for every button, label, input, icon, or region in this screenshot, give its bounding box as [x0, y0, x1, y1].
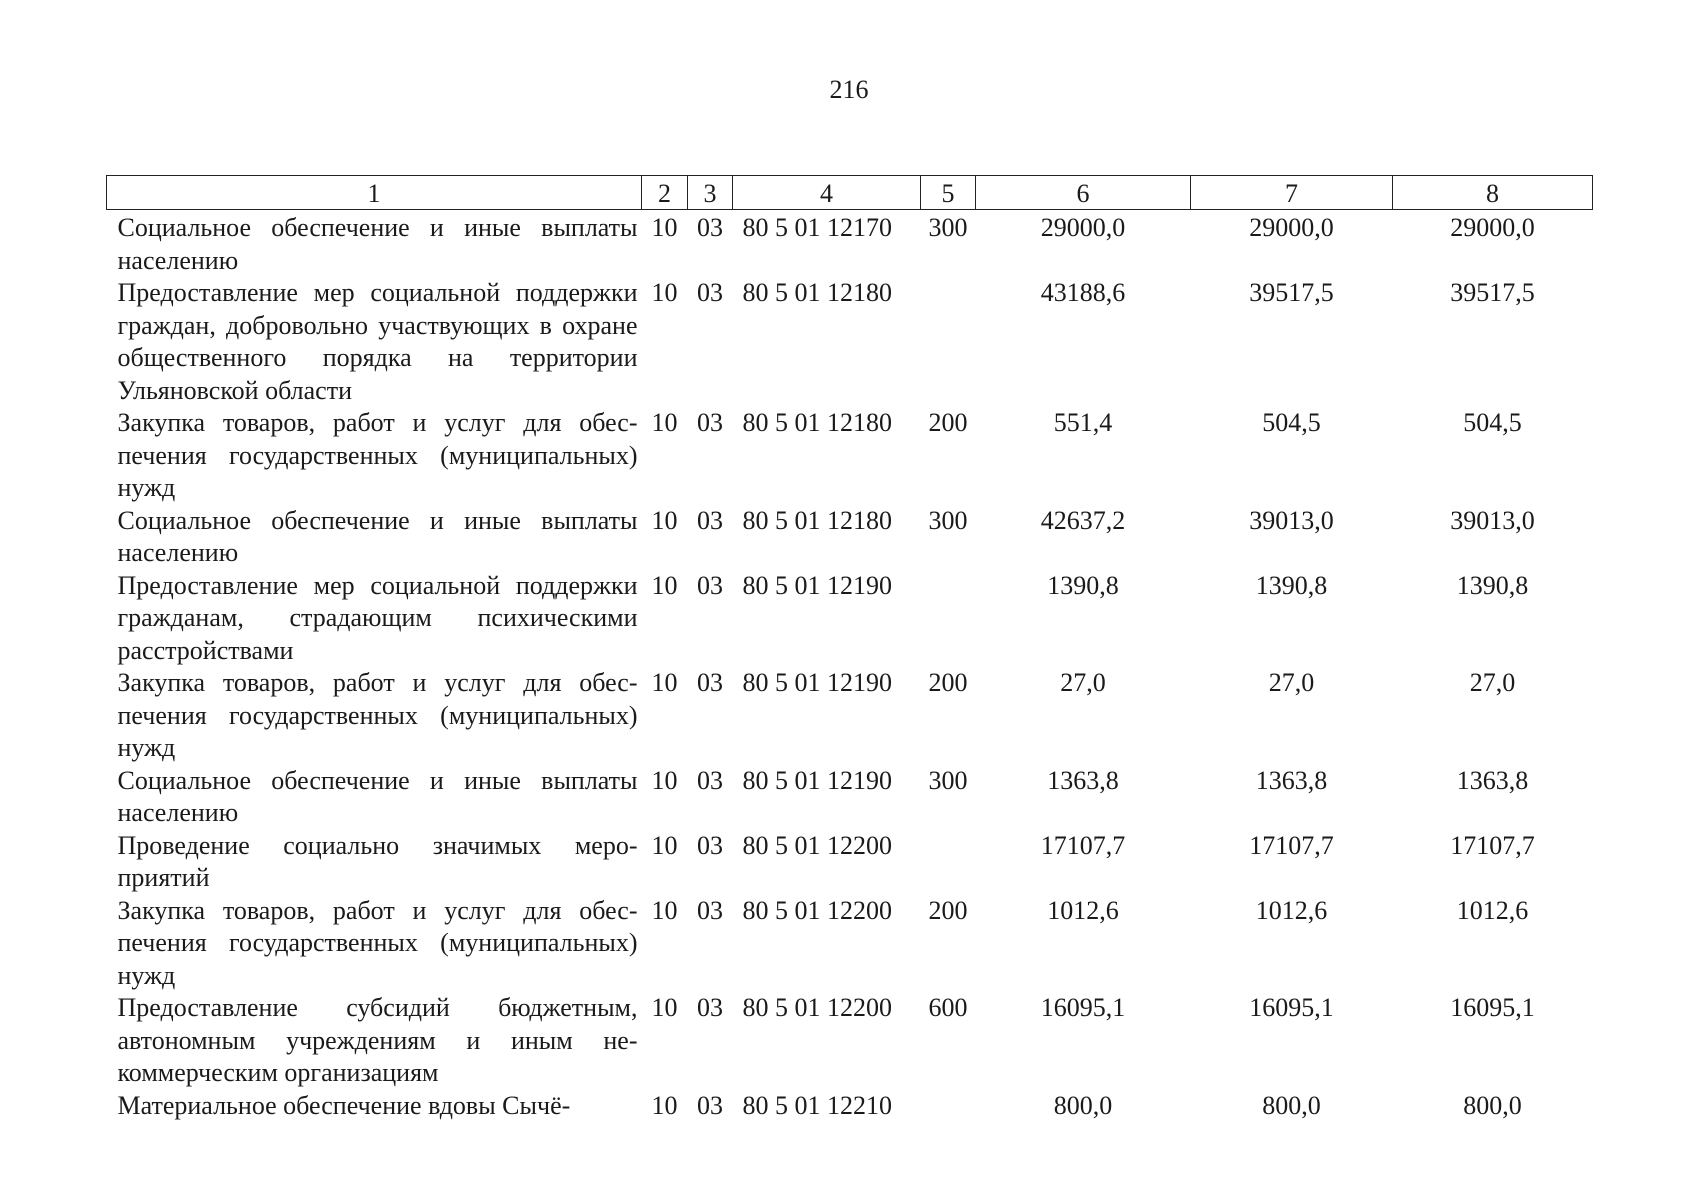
amount-column-7: 39517,5 — [1249, 278, 1334, 307]
section-code: 10 — [651, 505, 678, 535]
expense-type-code: 300 — [928, 765, 968, 795]
row-description: Материальное обеспечение вдовы Сычё- — [117, 1090, 571, 1120]
expense-type-code — [921, 570, 976, 668]
table-row — [107, 667, 1593, 765]
row-description: Предоставление мер социальной поддержки граждан, добровольно участвующих в охране общественного порядка на территории Ульяновской области — [117, 278, 638, 405]
row-description: Социальное обеспечение и иные выплаты населению — [117, 765, 638, 827]
amount-column-8: 504,5 — [1463, 408, 1522, 437]
row-description: Предоставление мер социальной поддержки гражданам, страдающим психическими расстройствами — [117, 570, 638, 665]
amount-column-8: 39517,5 — [1450, 278, 1535, 307]
amount-column-6: 1390,8 — [1047, 570, 1119, 600]
subsection-code: 03 — [697, 830, 723, 860]
amount-column-6: 29000,0 — [1040, 213, 1126, 242]
amount-column-6: 551,4 — [1053, 408, 1113, 437]
target-article-code: 80 5 01 12180 — [742, 505, 892, 535]
subsection-code: 03 — [697, 765, 723, 795]
table-row — [107, 277, 1593, 407]
target-article-code: 80 5 01 12190 — [742, 765, 892, 795]
section-code: 10 — [651, 668, 678, 697]
amount-column-8: 17107,7 — [1450, 830, 1535, 860]
amount-column-6: 27,0 — [1060, 668, 1106, 697]
expense-type-code — [921, 830, 976, 895]
subsection-code: 03 — [697, 505, 723, 535]
table-row — [107, 895, 1593, 993]
expense-type-code: 200 — [928, 408, 968, 437]
amount-column-7: 17107,7 — [1249, 830, 1334, 860]
amount-column-7: 1390,8 — [1255, 570, 1328, 600]
expense-type-code — [921, 1090, 976, 1123]
column-header-2: 2 — [642, 176, 688, 210]
subsection-code: 03 — [697, 570, 723, 600]
expense-type-code: 300 — [928, 213, 968, 242]
amount-column-7: 27,0 — [1268, 668, 1315, 697]
target-article-code: 80 5 01 12200 — [742, 830, 892, 860]
subsection-code: 03 — [697, 213, 723, 242]
amount-column-7: 16095,1 — [1249, 993, 1334, 1022]
table-row — [107, 830, 1593, 895]
row-description: Закупка товаров, работ и услуг для обеспечения государственных (муниципальных) нужд — [117, 408, 638, 502]
subsection-code: 03 — [697, 278, 723, 307]
row-description: Закупка товаров, работ и услуг для обеспечения государственных (муниципальных) нужд — [117, 668, 638, 762]
table-row — [107, 992, 1593, 1090]
amount-column-8: 1012,6 — [1456, 895, 1529, 925]
amount-column-6: 42637,2 — [1040, 505, 1126, 535]
table-header — [107, 176, 1593, 210]
column-header-3: 3 — [688, 176, 733, 210]
row-description: Социальное обеспечение и иные выплаты населению — [117, 213, 638, 275]
amount-column-8: 800,0 — [1463, 1090, 1522, 1120]
expense-type-code: 600 — [928, 993, 968, 1022]
column-header-6: 6 — [976, 176, 1191, 210]
target-article-code: 80 5 01 12210 — [742, 1090, 892, 1120]
row-description: Социальное обеспечение и иные выплаты населению — [117, 505, 638, 567]
section-code: 10 — [651, 278, 678, 307]
section-code: 10 — [651, 895, 678, 925]
subsection-code: 03 — [697, 1090, 723, 1120]
section-code: 10 — [651, 408, 678, 437]
amount-column-7: 39013,0 — [1249, 505, 1334, 535]
subsection-code: 03 — [697, 668, 723, 697]
expense-type-code: 200 — [928, 668, 968, 697]
section-code: 10 — [651, 1090, 678, 1120]
table-body — [107, 210, 1593, 1123]
target-article-code: 80 5 01 12190 — [742, 570, 892, 600]
row-description: Предоставление субсидий бюджетным, автономным учреждениям и иным некоммерческим организациям — [117, 993, 638, 1087]
amount-column-8: 1363,8 — [1456, 765, 1529, 795]
table-row — [107, 1090, 1593, 1123]
column-header-7: 7 — [1191, 176, 1393, 210]
subsection-code: 03 — [697, 993, 723, 1022]
column-header-1: 1 — [107, 176, 642, 210]
subsection-code: 03 — [697, 408, 723, 437]
amount-column-8: 27,0 — [1469, 668, 1516, 697]
amount-column-6: 800,0 — [1053, 1090, 1113, 1120]
column-header-5: 5 — [921, 176, 976, 210]
row-description: Закупка товаров, работ и услуг для обеспечения государственных (муниципальных) нужд — [117, 895, 638, 990]
amount-column-8: 16095,1 — [1450, 993, 1535, 1022]
column-header-8: 8 — [1393, 176, 1593, 210]
expense-type-code — [921, 277, 976, 407]
amount-column-8: 39013,0 — [1450, 505, 1535, 535]
target-article-code: 80 5 01 12170 — [742, 213, 892, 242]
column-header-4: 4 — [733, 176, 921, 210]
section-code: 10 — [651, 765, 678, 795]
amount-column-7: 800,0 — [1262, 1090, 1321, 1120]
target-article-code: 80 5 01 12200 — [742, 993, 892, 1022]
target-article-code: 80 5 01 12190 — [742, 668, 892, 697]
amount-column-6: 17107,7 — [1040, 830, 1126, 860]
section-code: 10 — [651, 213, 678, 242]
header-row — [107, 176, 1593, 210]
target-article-code: 80 5 01 12180 — [742, 278, 892, 307]
amount-column-6: 16095,1 — [1040, 993, 1126, 1022]
budget-table — [106, 175, 1593, 1122]
amount-column-6: 43188,6 — [1040, 278, 1126, 307]
target-article-code: 80 5 01 12180 — [742, 408, 892, 437]
amount-column-8: 1390,8 — [1456, 570, 1529, 600]
subsection-code: 03 — [697, 895, 723, 925]
section-code: 10 — [651, 830, 678, 860]
amount-column-6: 1363,8 — [1047, 765, 1119, 795]
table-row — [107, 765, 1593, 830]
table-row — [107, 505, 1593, 570]
expense-type-code: 300 — [928, 505, 968, 535]
table-row — [107, 407, 1593, 505]
amount-column-7: 1012,6 — [1255, 895, 1328, 925]
section-code: 10 — [651, 570, 678, 600]
table-row — [107, 570, 1593, 668]
page-number: 216 — [829, 75, 869, 104]
table-row — [107, 210, 1593, 278]
section-code: 10 — [651, 993, 678, 1022]
amount-column-7: 504,5 — [1262, 408, 1321, 437]
amount-column-6: 1012,6 — [1047, 895, 1119, 925]
expense-type-code: 200 — [928, 895, 968, 925]
amount-column-8: 29000,0 — [1450, 213, 1535, 242]
amount-column-7: 1363,8 — [1255, 765, 1328, 795]
row-description: Проведение социально значимых мероприятий — [117, 830, 638, 892]
target-article-code: 80 5 01 12200 — [742, 895, 892, 925]
amount-column-7: 29000,0 — [1249, 213, 1334, 242]
budget-table-container — [106, 175, 1592, 1122]
